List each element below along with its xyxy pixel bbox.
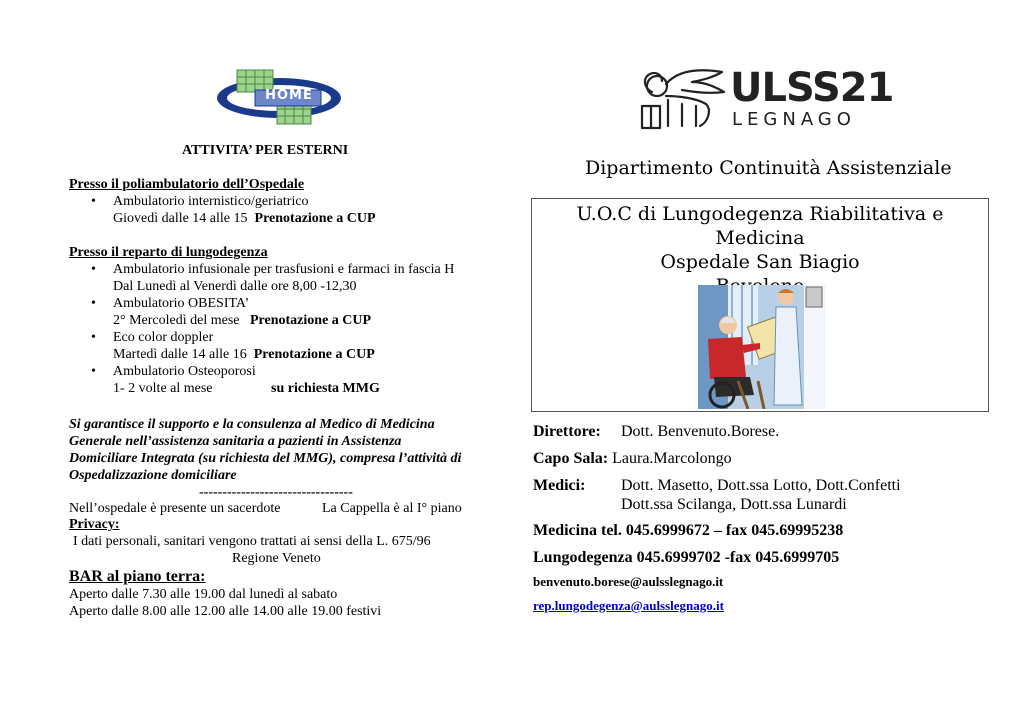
list-item: • Ambulatorio infusionale per trasfusioni e farmaci in fascia H Dal Lunedì al Venerdì dalle ore 8,00 -12,30 xyxy=(69,261,509,295)
list-item: • Ambulatorio OBESITA’ 2° Mercoledì del mese Prenotazione a CUP xyxy=(69,295,509,329)
privacy-region: Regione Veneto xyxy=(232,551,321,566)
medicina-phone: Medicina tel. 045.6999672 – fax 045.69995238 xyxy=(533,522,844,539)
section-heading-poliambulatorio: Presso il poliambulatorio dell’Ospedale xyxy=(69,177,305,192)
director-line xyxy=(533,422,779,441)
list-item: • Eco color doppler Martedì dalle 14 alle 16 Prenotazione a CUP xyxy=(69,329,509,363)
list-item: • Ambulatorio Osteoporosi 1- 2 volte al mese su richiesta MMG xyxy=(69,363,509,397)
bar-hours-holidays: Aperto dalle 8.00 alle 12.00 alle 14.00 alle 19.00 festivi xyxy=(69,604,382,619)
email-ward-link[interactable]: rep.lungodegenza@aulsslegnago.it xyxy=(533,598,724,613)
nurse-patient-illustration xyxy=(698,285,826,409)
home-logo xyxy=(215,68,343,126)
lungodegenza-phone: Lungodegenza 045.6999702 -fax 045.6999705 xyxy=(533,549,840,566)
ulss-logo xyxy=(638,65,894,134)
department-title: Dipartimento Continuità Assistenziale xyxy=(585,157,952,179)
doctors-line-2: Dott.ssa Scilanga, Dott.ssa Lunardi xyxy=(621,496,847,513)
director-value: Dott. Benvenuto.Borese. xyxy=(621,423,780,440)
privacy-text: I dati personali, sanitari vengono trattati ai sensi della L. 675/96 xyxy=(73,534,431,549)
head-nurse-value: Laura.Marcolongo xyxy=(612,450,732,467)
chapel-note: La Cappella è al I° piano xyxy=(322,501,462,516)
support-paragraph: Si garantisce il supporto e la consulenza al Medico di Medicina Generale nell’assistenza sanitaria a pazienti in Assistenza Domiciliare Integrata (su richiesta del MMG), compresa l’attività di Ospedalizzazione domiciliare xyxy=(69,417,462,483)
ulss-logo-main: ULSS21 xyxy=(730,65,894,111)
list-poliambulatorio xyxy=(69,193,509,227)
bar-heading: BAR al piano terra: xyxy=(69,568,206,585)
list-item: • Ambulatorio internistico/geriatrico Giovedì dalle 14 alle 15 Prenotazione a CUP xyxy=(69,193,509,227)
doctors-line xyxy=(533,476,901,495)
ulss-logo-sub: LEGNAGO xyxy=(732,109,856,130)
separator-dashes: --------------------------------- xyxy=(199,485,353,500)
head-nurse-line xyxy=(533,449,732,468)
email-director: benvenuto.borese@aulsslegnago.it xyxy=(533,574,724,589)
doctors-label: Medici: xyxy=(533,477,586,494)
head-nurse-label: Capo Sala: xyxy=(533,450,609,467)
priest-note: Nell’ospedale è presente un sacerdote xyxy=(69,501,281,516)
hospital-name: Ospedale San Biagio xyxy=(660,251,860,273)
lion-emblem-icon xyxy=(638,66,730,132)
home-logo-text: HOME xyxy=(265,88,313,103)
list-lungodegenza xyxy=(69,261,509,397)
unit-box xyxy=(531,198,989,412)
unit-name: U.O.C di Lungodegenza Riabilitativa e Medicina xyxy=(576,203,944,249)
bar-hours-weekdays: Aperto dalle 7.30 alle 19.00 dal lunedì al sabato xyxy=(69,587,338,602)
director-label: Direttore: xyxy=(533,423,601,440)
doctors-value-1: Dott. Masetto, Dott.ssa Lotto, Dott.Confetti xyxy=(621,477,901,494)
page-title: ATTIVITA’ PER ESTERNI xyxy=(182,143,349,158)
privacy-heading: Privacy: xyxy=(69,517,120,532)
section-heading-lungodegenza: Presso il reparto di lungodegenza xyxy=(69,245,268,260)
